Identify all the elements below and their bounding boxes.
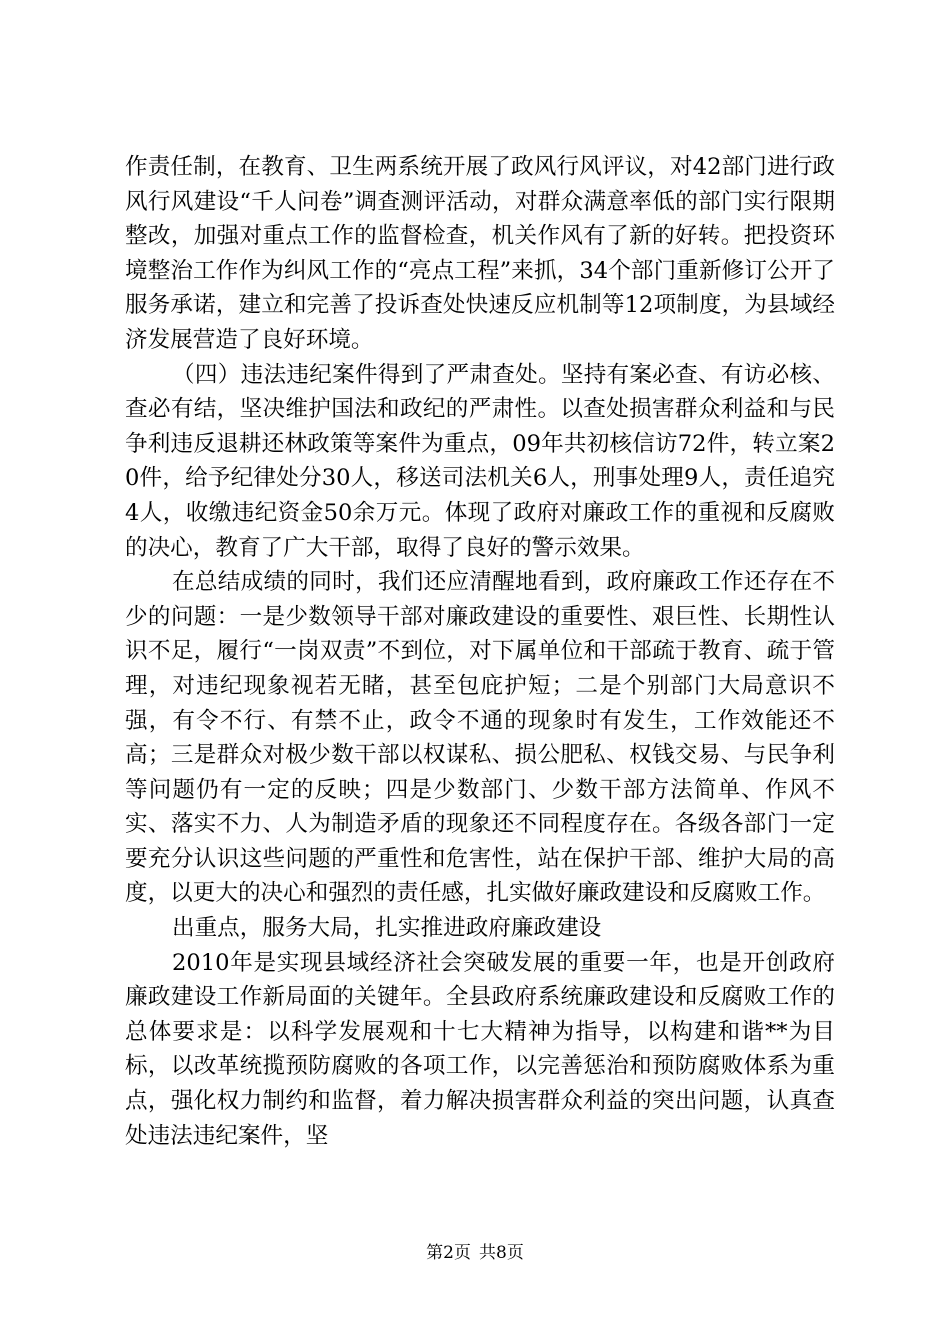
page-footer <box>0 1242 950 1264</box>
paragraph-2: （四）违法违纪案件得到了严肃查处。坚持有案必查、有访必核、查必有结，坚决维护国法和政纪的严肃性。以查处损害群众利益和与民争利违反退耕还林政策等案件为重点，09年共初核信访72件，转立案20件，给予纪律处分30人，移送司法机关6人，刑事处理9人，责任追究4人，收缴违纪资金50余万元。体现了政府对廉政工作的重视和反腐败的决心，教育了广大干部，取得了良好的警示效果。 <box>125 361 835 561</box>
page-total: 共8页 <box>479 1243 524 1263</box>
paragraph-4: 出重点，服务大局，扎实推进政府廉政建设 <box>172 915 602 942</box>
paragraph-5: 2010年是实现县域经济社会突破发展的重要一年，也是开创政府廉政建设工作新局面的关键年。全县政府系统廉政建设和反腐败工作的总体要求是：以科学发展观和十七大精神为指导，以构建和谐**为目标，以改革统揽预防腐败的各项工作，以完善惩治和预防腐败体系为重点，强化权力制约和监督，着力解决损害群众利益的突出问题，认真查处违法违纪案件，坚 <box>125 949 835 1149</box>
paragraph-3: 在总结成绩的同时，我们还应清醒地看到，政府廉政工作还存在不少的问题：一是少数领导干部对廉政建设的重要性、艰巨性、长期性认识不足，履行“一岗双责”不到位，对下属单位和干部疏于教育、疏于管理，对违纪现象视若无睹，甚至包庇护短；二是个别部门大局意识不强，有令不行、有禁不止，政令不通的现象时有发生，工作效能还不高；三是群众对极少数干部以权谋私、损公肥私、权钱交易、与民争利等问题仍有一定的反映；四是少数部门、少数干部方法简单、作风不实、落实不力、人为制造矛盾的现象还不同程度存在。各级各部门一定要充分认识这些问题的严重性和危害性，站在保护干部、维护大局的高度，以更大的决心和强烈的责任感，扎实做好廉政建设和反腐败工作。 <box>125 569 835 907</box>
paragraph-1: 作责任制，在教育、卫生两系统开展了政风行风评议，对42部门进行政风行风建设“千人问卷”调查测评活动，对群众满意率低的部门实行限期整改，加强对重点工作的监督检查，机关作风有了新的好转。把投资环境整治工作作为纠风工作的“亮点工程”来抓，34个部门重新修订公开了服务承诺，建立和完善了投诉查处快速反应机制等12项制度，为县域经济发展营造了良好环境。 <box>125 154 835 353</box>
document-body <box>125 150 835 1153</box>
page-number: 第2页 <box>426 1243 471 1263</box>
